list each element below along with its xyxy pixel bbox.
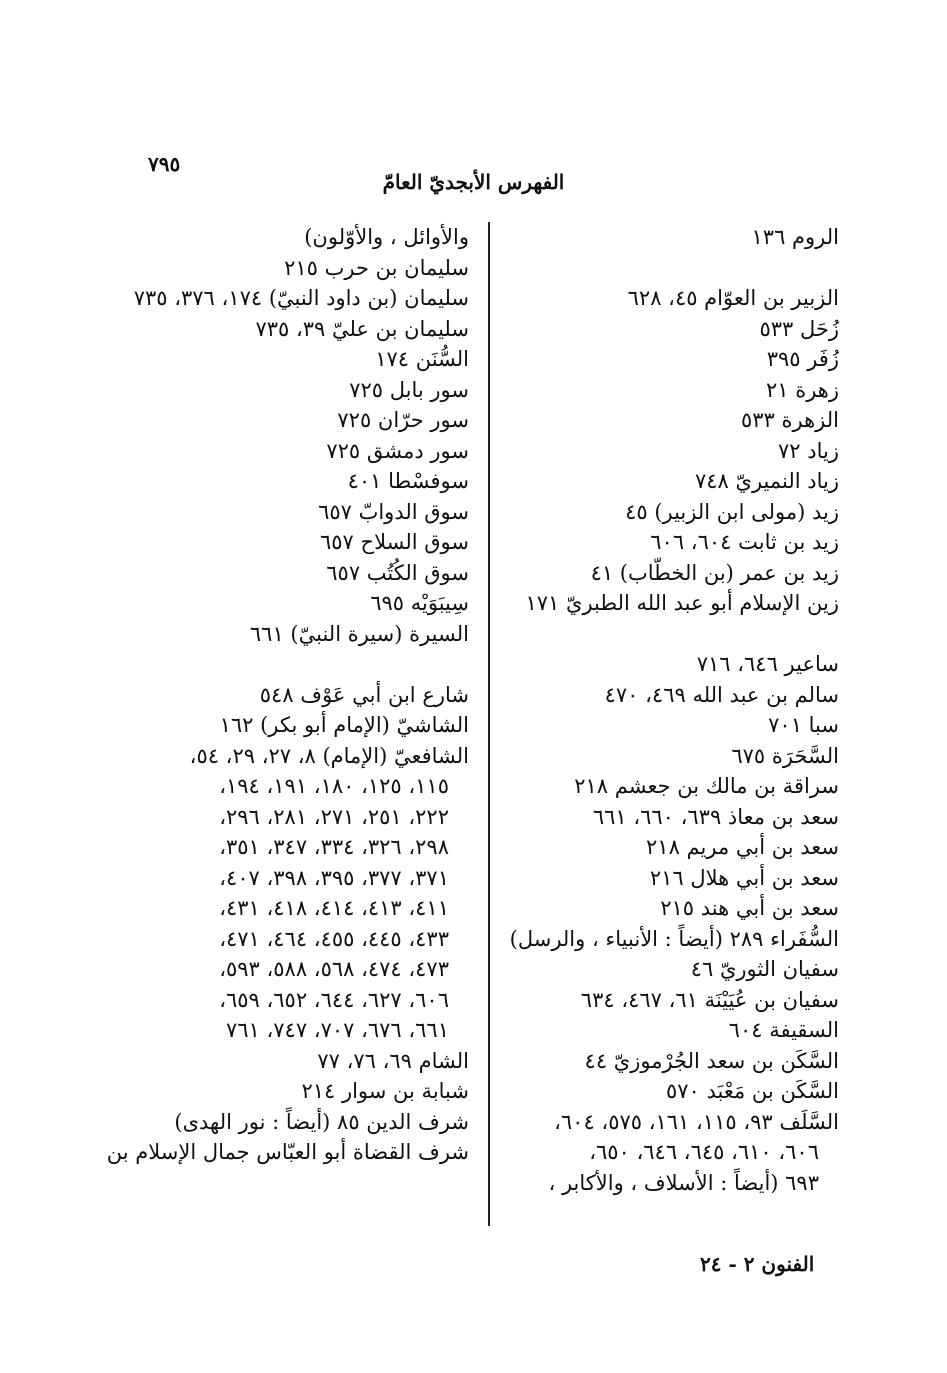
index-entry: سعد بن معاذ ٦٣٩، ٦٦٠، ٦٦١ (592, 804, 839, 829)
index-entry: سوق الدوابّ ٦٥٧ (318, 499, 469, 524)
index-entry: سبا ٧٠١ (768, 713, 839, 737)
index-entry: الشام ٦٩، ٧٦، ٧٧ (317, 1048, 469, 1073)
printer-signature: الفنون ٢ - ٢٤ (700, 1252, 815, 1276)
index-entry: شرف القضاة أبو العبّاس جمال الإسلام بن (106, 1140, 469, 1164)
section-gap (129, 649, 469, 680)
index-entry: ٦٦١، ٦٧٦، ٧٠٧، ٧٤٧، ٧٦١ (225, 1018, 449, 1042)
index-entry: سعد بن أبي مريم ٢١٨ (646, 835, 839, 859)
index-entry: ٤١١، ٤١٣، ٤١٤، ٤١٨، ٤٣١، (219, 896, 449, 920)
index-entry: ٤٧٣، ٤٧٤، ٥٦٨، ٥٨٨، ٥٩٣، (219, 957, 449, 981)
index-entry: الشاشيّ (الإمام أبو بكر) ١٦٢ (219, 713, 469, 737)
index-entry: زيد بن ثابت ٦٠٤، ٦٠٦ (650, 530, 839, 554)
index-entry: زيد (مولى ابن الزبير) ٤٥ (625, 499, 839, 524)
index-entry: سوق الكُتُب ٦٥٧ (326, 560, 469, 585)
index-entry: السُّنَن ١٧٤ (375, 347, 469, 371)
index-entry: سعد بن أبي هند ٢١٥ (660, 896, 839, 920)
index-entry: شارع ابن أبي عَوْف ٥٤٨ (259, 682, 469, 707)
index-entry: السيرة (سيرة النبيّ) ٦٦١ (249, 621, 469, 646)
index-entry: سفيان بن عُيَيْنَة ٦١، ٤٦٧، ٦٣٤ (580, 987, 839, 1012)
index-entry: ٢٢٢، ٢٥١، ٢٧١، ٢٨١، ٢٩٦، (219, 804, 449, 829)
index-entry: زين الإسلام أبو عبد الله الطبريّ ١٧١ (525, 591, 839, 615)
index-entry: زيد بن عمر (بن الخطّاب) ٤١ (590, 560, 839, 585)
index-entry: سور بابل ٧٢٥ (349, 377, 469, 402)
index-entry: ٦٠٦، ٦١٠، ٦٤٥، ٦٤٦، ٦٥٠، (589, 1140, 819, 1164)
index-column-left (106, 222, 469, 1168)
index-entry: سعد بن أبي هلال ٢١٦ (649, 865, 839, 890)
index-entry: والأوائل ، والأوّلون) (304, 225, 469, 249)
index-entry: سور دمشق ٧٢٥ (326, 438, 469, 463)
section-gap (479, 619, 839, 650)
index-entry: شبابة بن سوار ٢١٤ (301, 1079, 469, 1103)
index-entry: ٦٠٦، ٦٢٧، ٦٤٤، ٦٥٢، ٦٥٩، (219, 987, 449, 1012)
index-entry: ١١٥، ١٢٥، ١٨٠، ١٩١، ١٩٤، (219, 774, 449, 798)
index-entry: سالم بن عبد الله ٤٦٩، ٤٧٠ (604, 682, 839, 707)
index-column-right (479, 222, 839, 1198)
index-entry: ٤٣٣، ٤٤٥، ٤٥٥، ٤٦٤، ٤٧١، (219, 926, 449, 951)
index-entry: السَّحَرَة ٦٧٥ (731, 743, 839, 768)
index-entry: السَّكَن بن مَعْبَد ٥٧٠ (666, 1079, 839, 1103)
index-entry: السقيفة ٦٠٤ (728, 1018, 839, 1042)
index-entry: سوفسْطا ٤٠١ (347, 469, 469, 493)
index-entry: سور حرّان ٧٢٥ (337, 408, 469, 432)
index-entry: سوق السلاح ٦٥٧ (320, 530, 469, 554)
index-entry: سليمان بن عليّ ٣٩، ٧٣٥ (255, 316, 469, 341)
index-entry: السَّلَف ٩٣، ١١٥، ١٦١، ٥٧٥، ٦٠٤، (554, 1109, 839, 1134)
index-entry: سراقة بن مالك بن جعشم ٢١٨ (574, 774, 839, 798)
index-entry: الزهرة ٥٣٣ (740, 408, 839, 432)
index-entry: الزبير بن العوّام ٤٥، ٦٢٨ (627, 286, 839, 310)
index-entry: سِيبَوَيْه ٦٩٥ (370, 591, 469, 615)
index-entry: شرف الدين ٨٥ (أيضاً : نور الهدى) (174, 1109, 469, 1134)
column-divider (488, 222, 490, 1226)
section-gap (479, 253, 839, 284)
index-entry: زُفَر ٣٩٥ (766, 347, 839, 371)
index-entry: ساعير ٦٤٦، ٧١٦ (696, 652, 839, 676)
index-entry: ٣٧١، ٣٧٧، ٣٩٥، ٣٩٨، ٤٠٧، (219, 865, 449, 890)
index-entry: ٦٩٣ (أيضاً : الأسلاف ، والأكابر ، (548, 1170, 819, 1195)
index-entry: زُحَل ٥٣٣ (759, 316, 839, 341)
index-entry: سفيان الثوريّ ٤٦ (690, 957, 839, 981)
index-entry: زياد ٧٢ (778, 438, 839, 463)
index-entry: الشافعيّ (الإمام) ٨، ٢٧، ٢٩، ٥٤، (189, 743, 469, 768)
index-entry: سليمان بن حرب ٢١٥ (284, 255, 469, 280)
index-entry: ٢٩٨، ٣٢٦، ٣٣٤، ٣٤٧، ٣٥١، (219, 835, 449, 859)
running-title: الفهرس الأبجديّ العامّ (382, 170, 565, 194)
index-entry: زياد النميريّ ٧٤٨ (694, 469, 839, 493)
index-entry: سليمان (بن داود النبيّ) ١٧٤، ٣٧٦، ٧٣٥ (133, 286, 469, 310)
index-entry: السَّكَن بن سعد الجُرْموزيّ ٤٤ (584, 1048, 839, 1073)
index-entry: زهرة ٢١ (765, 377, 839, 402)
index-entry: السُّفَراء ٢٨٩ (أيضاً : الأنبياء ، والرسل) (509, 926, 839, 951)
index-entry: الروم ١٣٦ (751, 225, 839, 249)
page-number: ٧٩٥ (148, 152, 181, 176)
